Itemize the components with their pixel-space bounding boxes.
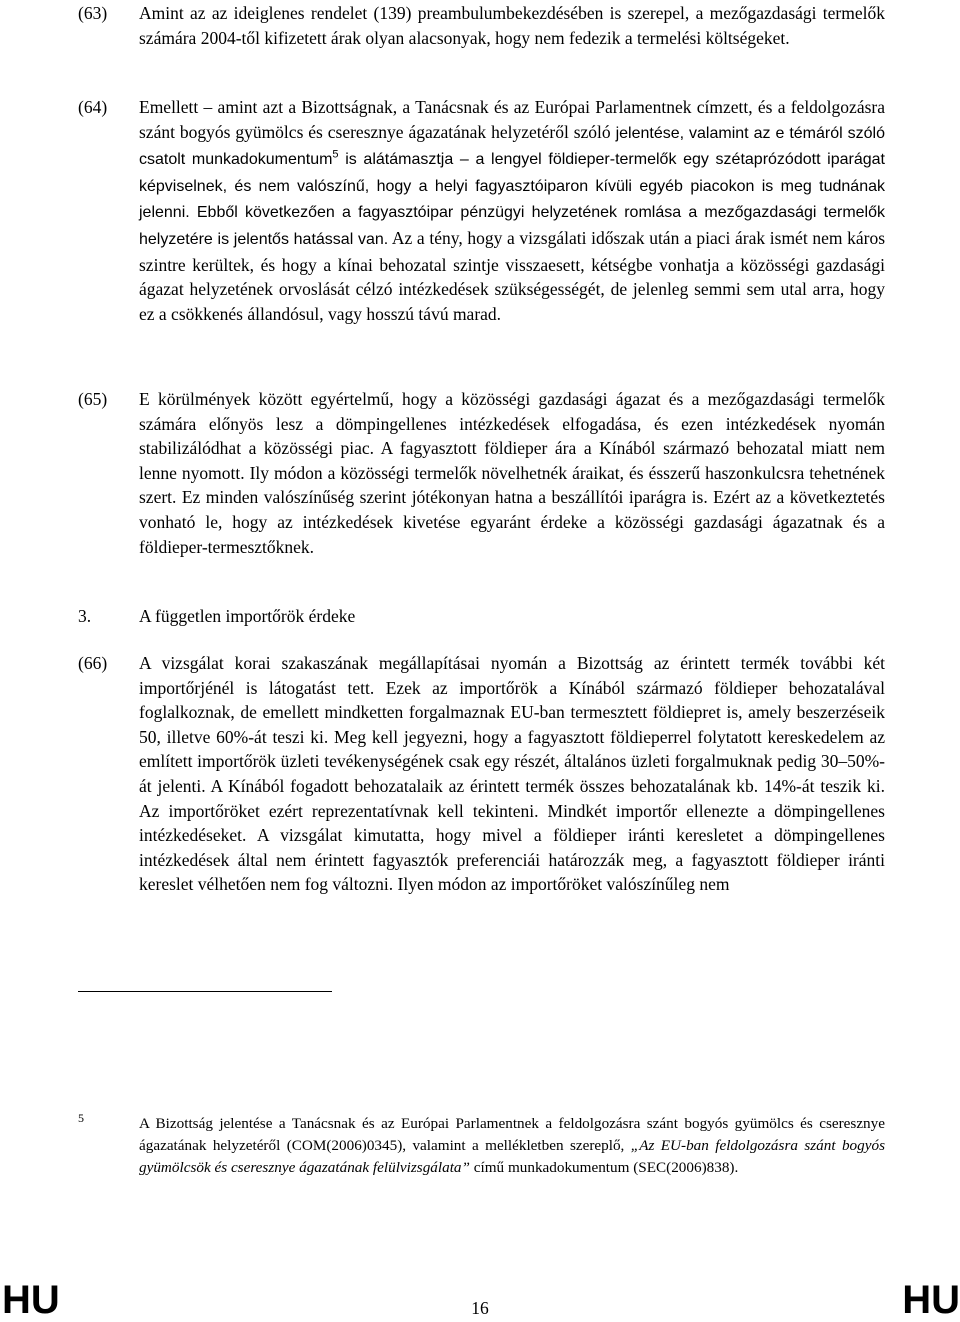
page-number: 16 <box>471 1298 489 1318</box>
paragraph-number: (64) <box>78 97 108 117</box>
footnote-title-italic: „Az EU-ban feldolgozásra szánt bogyós gyümölcsök és cseresznye ágazatának felülvizsgálata” <box>139 1136 885 1176</box>
language-code-right: HU <box>902 1278 960 1322</box>
paragraph-number: (65) <box>78 389 108 409</box>
paragraph-text <box>139 95 885 326</box>
footnote-text <box>139 1113 885 1178</box>
footnote-text-part: című munkadokumentum (SEC(2006)838). <box>469 1158 739 1176</box>
paragraph-text-part: Emellett – amint azt a Bizottságnak, a Tanácsnak és az Európai Parlamentnek címzett, és a feldolgozásra szánt bogyós gyümölcs és cseresznye ágazatának helyzetéről szóló <box>139 97 885 142</box>
paragraph-text-part: is alátámasztja – a lengyel földieper-termelők egy szétaprózódott iparágat képviselnek, és nem valószínű, hogy a helyi fagyasztóiparon kívüli egyéb piacokon is meg tudnának jelenni. Ebből következően a fagyasztóipar pénzügyi helyzetének romlása a mezőgazdasági termelők helyzetére is jelentős hatással van. <box>139 151 885 248</box>
footnote-separator <box>78 991 332 992</box>
paragraph-number: (63) <box>78 3 108 23</box>
language-code-left: HU <box>2 1278 60 1322</box>
section-number: 3. <box>78 606 92 626</box>
paragraph-text-part: jelentése, valamint az e témáról szóló csatolt munkadokumentum <box>139 124 886 169</box>
paragraph-number: (66) <box>78 653 108 673</box>
paragraph-text: A vizsgálat korai szakaszának megállapításai nyomán a Bizottság az érintett termék további két importőrjénél is látogatást tett. Ezek az importőrök a Kínából származó földieper behozatalával foglalkoznak, de emellett mindketten forgalmaznak EU-ban termesztett földiepret is, amely beszerzéseik 50, illetve 60%-át teszi ki. Meg kell jegyezni, hogy a fagyasztott földieperrel folytatott kereskedelem az említett importőrök üzleti tevékenységének csak egy részét, általános üzleti forgalmuknak pedig 30–50%-át jelenti. A Kínából fogadott behozatalaik az érintett termék összes behozatalának kb. 14%-át teszik ki. Az importőröket ezért reprezentatívnak kell tekinteni. Mindkét importőr ellenezte a dömpingellenes intézkedéseket. A vizsgálat kimutatta, hogy mivel a földieper iránti keresletet a dömpingellenes intézkedések által nem érintett fagyasztók preferenciái határozzák meg, a fagyasztott földieper iránti kereslet vélhetően nem fog változni. Ilyen módon az importőröket valószínűleg nem <box>139 653 885 895</box>
paragraph-text: Amint az az ideiglenes rendelet (139) preambulumbekezdésében is szerepel, a mezőgazdasági termelők számára 2004-től kifizetett árak olyan alacsonyak, hogy nem fedezik a termelési költségeket. <box>139 3 885 48</box>
paragraph-text-part: Az a tény, hogy a vizsgálati időszak után a piaci árak ismét nem káros szintre kerültek, és hogy a kínai behozatal szintje visszaesett, kétségbe vonhatja a közösségi gazdasági ágazat helyzetének orvoslását célzó intézkedések szükségességét, de jelenleg semmi sem utal arra, hogy ez a csökkenés állandósul, vagy hosszú távú marad. <box>139 227 885 324</box>
section-title: A független importőrök érdeke <box>139 606 356 626</box>
footnote-text-part: A Bizottság jelentése a Tanácsnak és az Európai Parlamentnek a feldolgozásra szánt bogyós gyümölcs és cseresznye ágazatának helyzetéről (COM(2006)0345), valamint a mellékletben szereplő, <box>139 1115 885 1154</box>
footnote-mark: 5 <box>78 1111 84 1125</box>
footnote-reference[interactable]: 5 <box>332 148 339 161</box>
paragraph-text: E körülmények között egyértelmű, hogy a közösségi gazdasági ágazat és a mezőgazdasági termelők számára előnyös lesz a dömpingellenes intézkedések elfogadása, és ezen intézkedések nyomán stabilizálódhat a közösségi piac. A fagyasztott földieper ára a Kínából származó behozatal miatt nem lenne nyomott. Ily módon a közösségi termelők növelhetnék áraikat, és ésszerű haszonkulcsra tehetnének szert. Ez minden valószínűség szerint jótékonyan hatna a beszállítói iparágra is. Ezért az a következtetés vonható le, hogy az intézkedések kivetése egyaránt érdeke a közösségi gazdasági ágazatnak és a földieper-termesztőknek. <box>139 389 885 557</box>
